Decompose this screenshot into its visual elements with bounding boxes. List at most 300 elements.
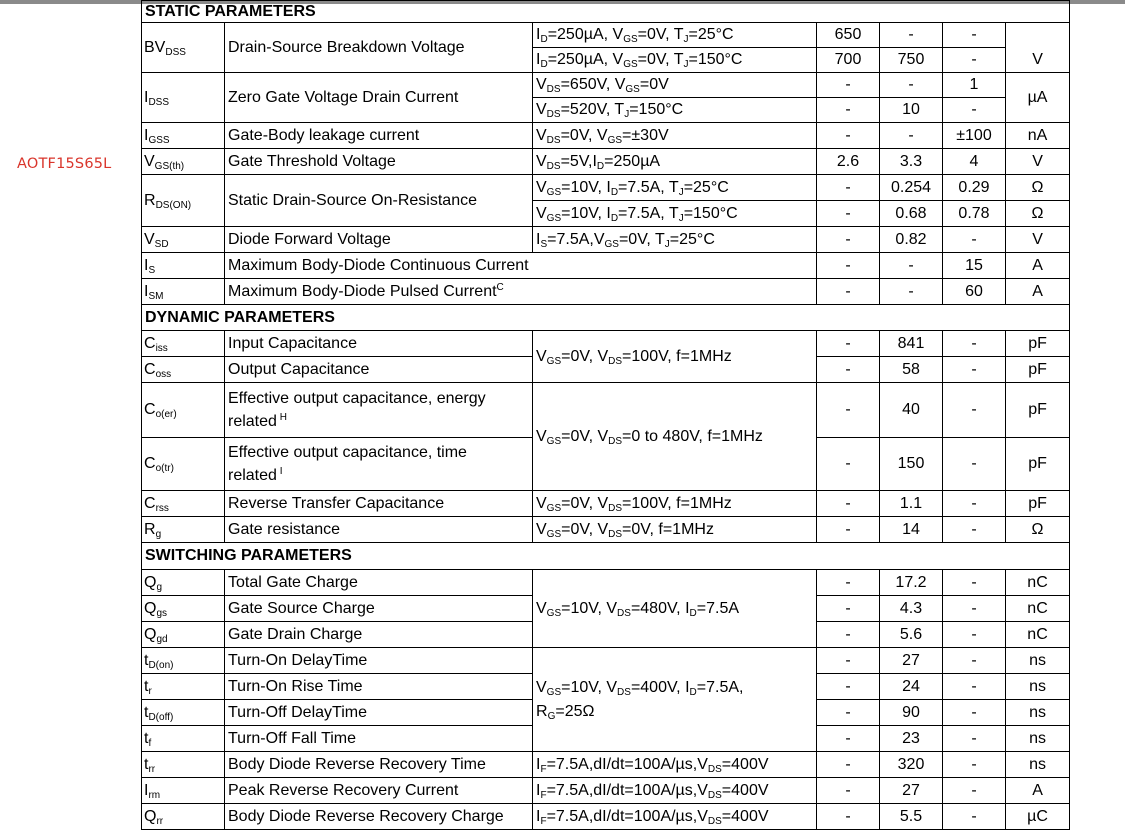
condition-text: =10V, V xyxy=(561,599,618,617)
parameter-cell xyxy=(225,357,533,383)
typ-value: 23 xyxy=(880,726,943,752)
parameter-name: Static Drain-Source On-Resistance xyxy=(228,191,477,209)
subscript: rm xyxy=(148,789,161,801)
condition-text: =0V xyxy=(639,76,669,94)
condition-text: =150°C xyxy=(629,101,684,119)
parameter-cell xyxy=(225,648,533,674)
unit-value: ns xyxy=(1006,726,1070,752)
min-value: - xyxy=(817,517,880,543)
max-value: 0.78 xyxy=(943,201,1006,227)
parameter-cell xyxy=(225,804,533,830)
min-value: - xyxy=(817,98,880,123)
subscript: gs xyxy=(156,607,168,619)
symbol: C xyxy=(144,334,156,352)
parameter-cell xyxy=(225,175,533,227)
subscript: J xyxy=(678,186,684,198)
min-value: - xyxy=(817,700,880,726)
unit-value: V xyxy=(1006,23,1070,73)
parameter-table xyxy=(141,0,1070,830)
condition-text: =7.5A,V xyxy=(547,230,605,248)
unit-value: pF xyxy=(1006,383,1070,438)
max-value: - xyxy=(943,383,1006,438)
symbol-cell xyxy=(142,175,225,227)
unit-value: Ω xyxy=(1006,175,1070,201)
typ-value: - xyxy=(880,73,943,98)
subscript: DS xyxy=(608,435,623,447)
parameter-cell xyxy=(225,726,533,752)
max-value: - xyxy=(943,570,1006,596)
unit-value: ns xyxy=(1006,752,1070,778)
subscript: GS xyxy=(546,355,562,367)
symbol: Q xyxy=(144,599,157,617)
unit-value: µC xyxy=(1006,804,1070,830)
max-value: - xyxy=(943,778,1006,804)
parameter-name: Gate-Body leakage current xyxy=(228,126,420,144)
parameter-name: Output Capacitance xyxy=(228,360,370,378)
table-row xyxy=(142,648,1070,674)
parameter-name: Body Diode Reverse Recovery Charge xyxy=(228,807,504,825)
symbol-cell xyxy=(142,279,225,305)
symbol-cell xyxy=(142,438,225,491)
symbol-cell xyxy=(142,700,225,726)
symbol-cell xyxy=(142,752,225,778)
condition-text: =±30V xyxy=(622,126,669,144)
parameter-cell xyxy=(225,491,533,517)
parameter-cell xyxy=(225,73,533,123)
symbol-cell xyxy=(142,674,225,700)
min-value: - xyxy=(817,438,880,491)
unit-value: V xyxy=(1006,227,1070,253)
condition-text: =10V, V xyxy=(561,678,618,696)
max-value: - xyxy=(943,98,1006,123)
subscript: GS xyxy=(604,238,619,250)
symbol-cell xyxy=(142,23,225,73)
subscript: o(er) xyxy=(155,409,177,421)
parameter-name: Effective output capacitance, energy xyxy=(228,389,486,407)
condition-text: V xyxy=(536,101,547,119)
typ-value: 10 xyxy=(880,98,943,123)
unit-value: pF xyxy=(1006,331,1070,357)
symbol: I xyxy=(144,88,149,106)
parameter-name: Turn-On DelayTime xyxy=(228,651,368,669)
unit-value: V xyxy=(1006,149,1070,175)
parameter-name: Maximum Body-Diode Continuous Current xyxy=(228,256,529,274)
section-header-row xyxy=(142,543,1070,570)
condition-text: V xyxy=(536,520,547,538)
condition-text: I xyxy=(536,807,541,825)
typ-value: - xyxy=(880,123,943,149)
symbol-cell xyxy=(142,331,225,357)
typ-value: 58 xyxy=(880,357,943,383)
condition-cell xyxy=(533,23,817,48)
condition-cell xyxy=(533,778,817,804)
subscript: gd xyxy=(156,633,168,645)
table-row xyxy=(142,175,1070,201)
condition-cell xyxy=(533,98,817,123)
min-value: - xyxy=(817,357,880,383)
min-value: - xyxy=(817,570,880,596)
symbol-cell xyxy=(142,726,225,752)
subscript: rr xyxy=(156,815,164,827)
condition-cell xyxy=(533,804,817,830)
condition-text: V xyxy=(536,76,547,94)
subscript: DS xyxy=(707,763,722,775)
min-value: - xyxy=(817,175,880,201)
unit-value: Ω xyxy=(1006,517,1070,543)
condition-text: I xyxy=(536,230,541,248)
unit-value: nC xyxy=(1006,570,1070,596)
part-number-label: AOTF15S65L xyxy=(17,156,112,172)
parameter-cell xyxy=(225,752,533,778)
symbol-cell xyxy=(142,778,225,804)
condition-text: V xyxy=(536,599,547,617)
symbol: V xyxy=(144,152,155,170)
min-value: - xyxy=(817,331,880,357)
subscript: GS xyxy=(546,435,562,447)
symbol: R xyxy=(144,191,156,209)
symbol: t xyxy=(144,729,149,747)
parameter-name: Total Gate Charge xyxy=(228,573,358,591)
max-value: 15 xyxy=(943,253,1006,279)
subscript: GS xyxy=(623,34,638,46)
symbol: R xyxy=(144,520,156,538)
subscript: DS xyxy=(617,607,631,619)
subscript: D(on) xyxy=(148,659,174,671)
max-value: - xyxy=(943,622,1006,648)
typ-value: 5.5 xyxy=(880,804,943,830)
table-row xyxy=(142,23,1070,48)
unit-value: A xyxy=(1006,778,1070,804)
symbol: V xyxy=(144,230,155,248)
typ-value: 24 xyxy=(880,674,943,700)
unit-value: nC xyxy=(1006,622,1070,648)
min-value: - xyxy=(817,726,880,752)
max-value: 4 xyxy=(943,149,1006,175)
subscript: DS xyxy=(546,160,561,172)
condition-text: V xyxy=(536,126,547,144)
min-value: - xyxy=(817,778,880,804)
subscript: J xyxy=(683,34,689,46)
subscript: iss xyxy=(155,342,168,354)
section-header-row xyxy=(142,1,1070,23)
table-row xyxy=(142,517,1070,543)
condition-text: =0V, f=1MHz xyxy=(622,520,714,538)
symbol: t xyxy=(144,703,149,721)
parameter-cell xyxy=(225,123,533,149)
parameter-cell xyxy=(225,438,533,491)
condition-text: =7.5A,dI/dt=100A/µs,V xyxy=(546,807,708,825)
typ-value: 150 xyxy=(880,438,943,491)
subscript: GS xyxy=(546,212,562,224)
symbol-cell xyxy=(142,383,225,438)
subscript: J xyxy=(624,109,630,121)
min-value: - xyxy=(817,227,880,253)
subscript: G xyxy=(547,710,556,722)
typ-value: 841 xyxy=(880,331,943,357)
subscript: DS xyxy=(617,686,631,698)
min-value: - xyxy=(817,752,880,778)
typ-value: 320 xyxy=(880,752,943,778)
subscript: GS xyxy=(607,134,623,146)
condition-text: =0V, V xyxy=(561,427,609,445)
symbol-cell xyxy=(142,227,225,253)
subscript: oss xyxy=(155,368,172,380)
unit-value: Ω xyxy=(1006,201,1070,227)
subscript: DS(ON) xyxy=(155,199,192,211)
condition-text: =5V,I xyxy=(560,152,597,170)
parameter-name: Body Diode Reverse Recovery Time xyxy=(228,755,486,773)
section-title: STATIC PARAMETERS xyxy=(142,1,1070,23)
table-row xyxy=(142,149,1070,175)
unit-value: pF xyxy=(1006,357,1070,383)
parameter-cell xyxy=(225,517,533,543)
subscript: D xyxy=(689,686,697,698)
subscript: GSS xyxy=(148,134,170,146)
condition-text: =25°C xyxy=(688,26,734,44)
max-value: - xyxy=(943,227,1006,253)
condition-text: =250µA, V xyxy=(547,26,624,44)
symbol: BV xyxy=(144,38,166,56)
parameter-cell xyxy=(225,383,533,438)
subscript: g xyxy=(155,528,162,540)
symbol-cell xyxy=(142,596,225,622)
condition-text: =650V, V xyxy=(560,76,626,94)
min-value: - xyxy=(817,596,880,622)
subscript: F xyxy=(540,789,547,801)
table-row xyxy=(142,331,1070,357)
typ-value: - xyxy=(880,23,943,48)
condition-cell xyxy=(533,491,817,517)
subscript: SD xyxy=(154,238,169,250)
symbol: I xyxy=(144,781,149,799)
subscript: rr xyxy=(148,763,156,775)
condition-text: =7.5A, T xyxy=(618,204,679,222)
parameter-name: Turn-Off Fall Time xyxy=(228,729,357,747)
unit-value: µA xyxy=(1006,73,1070,123)
parameter-name: Turn-Off DelayTime xyxy=(228,703,367,721)
max-value: - xyxy=(943,331,1006,357)
max-value: - xyxy=(943,23,1006,48)
subscript: D(off) xyxy=(148,711,174,723)
parameter-cell xyxy=(225,227,533,253)
condition-text: =7.5A xyxy=(696,599,740,617)
table-row xyxy=(142,752,1070,778)
symbol: t xyxy=(144,651,149,669)
max-value: - xyxy=(943,648,1006,674)
max-value: - xyxy=(943,726,1006,752)
condition-text: =520V, T xyxy=(560,101,625,119)
condition-text: =25°C xyxy=(683,178,729,196)
subscript: DS xyxy=(546,109,561,121)
subscript: D xyxy=(540,59,548,71)
condition-text: =7.5A, T xyxy=(618,178,679,196)
subscript: S xyxy=(540,238,548,250)
subscript: DS xyxy=(608,528,623,540)
max-value: - xyxy=(943,596,1006,622)
subscript: GS xyxy=(546,528,562,540)
section-title: DYNAMIC PARAMETERS xyxy=(142,305,1070,331)
condition-text: =250µA, V xyxy=(547,51,624,69)
max-value: - xyxy=(943,491,1006,517)
subscript: D xyxy=(610,186,619,198)
min-value: 700 xyxy=(817,48,880,73)
table-row xyxy=(142,570,1070,596)
symbol-cell xyxy=(142,804,225,830)
parameter-cell xyxy=(225,570,533,596)
condition-text: =0V, T xyxy=(618,230,665,248)
subscript: GS xyxy=(546,607,562,619)
max-value: 0.29 xyxy=(943,175,1006,201)
symbol: I xyxy=(144,282,149,300)
symbol: Q xyxy=(144,573,157,591)
min-value: - xyxy=(817,383,880,438)
condition-text: =10V, I xyxy=(561,178,611,196)
typ-value: 3.3 xyxy=(880,149,943,175)
typ-value: 5.6 xyxy=(880,622,943,648)
subscript: GS xyxy=(546,502,562,514)
parameter-name: Reverse Transfer Capacitance xyxy=(228,494,445,512)
condition-text: V xyxy=(536,427,547,445)
condition-text: =0V, T xyxy=(637,26,684,44)
parameter-name: Gate Threshold Voltage xyxy=(228,152,396,170)
subscript: J xyxy=(683,59,689,71)
condition-text: =10V, I xyxy=(561,204,611,222)
condition-text: I xyxy=(536,51,541,69)
subscript: DSS xyxy=(165,46,186,58)
subscript: DSS xyxy=(148,96,170,108)
subscript: DS xyxy=(608,502,623,514)
condition-text: R xyxy=(536,702,548,720)
condition-cell xyxy=(533,331,817,383)
subscript: F xyxy=(540,815,547,827)
unit-value: A xyxy=(1006,279,1070,305)
condition-text: =0V, V xyxy=(561,347,609,365)
unit-value: ns xyxy=(1006,648,1070,674)
parameter-cell xyxy=(225,331,533,357)
symbol-cell xyxy=(142,73,225,123)
unit-value: pF xyxy=(1006,491,1070,517)
parameter-name: related xyxy=(228,413,277,430)
parameter-name: Turn-On Rise Time xyxy=(228,677,363,695)
min-value: - xyxy=(817,491,880,517)
parameter-name: Gate Source Charge xyxy=(228,599,375,617)
max-value: - xyxy=(943,674,1006,700)
typ-value: 1.1 xyxy=(880,491,943,517)
condition-cell xyxy=(533,752,817,778)
symbol-cell xyxy=(142,570,225,596)
parameter-name: Diode Forward Voltage xyxy=(228,230,391,248)
parameter-name: Input Capacitance xyxy=(228,334,357,352)
condition-cell xyxy=(533,201,817,227)
subscript: GS xyxy=(546,186,562,198)
condition-cell xyxy=(533,648,817,752)
table-row xyxy=(142,253,1070,279)
subscript: r xyxy=(148,685,152,697)
parameter-name: Drain-Source Breakdown Voltage xyxy=(228,38,465,56)
condition-text: =400V, I xyxy=(630,678,690,696)
typ-value: 14 xyxy=(880,517,943,543)
parameter-name: Zero Gate Voltage Drain Current xyxy=(228,88,459,106)
min-value: - xyxy=(817,622,880,648)
subscript: D xyxy=(596,160,605,172)
condition-text: V xyxy=(536,347,547,365)
table-row xyxy=(142,227,1070,253)
symbol: C xyxy=(144,494,156,512)
condition-cell xyxy=(533,123,817,149)
typ-value: 27 xyxy=(880,778,943,804)
condition-cell xyxy=(533,73,817,98)
parameter-cell xyxy=(225,700,533,726)
parameter-cell xyxy=(225,253,817,279)
symbol: Q xyxy=(144,807,157,825)
parameter-cell xyxy=(225,23,533,73)
min-value: - xyxy=(817,253,880,279)
table-row xyxy=(142,804,1070,830)
table-row xyxy=(142,383,1070,438)
condition-text: =0V, V xyxy=(560,126,608,144)
symbol: C xyxy=(144,401,156,419)
subscript: g xyxy=(156,581,163,593)
unit-value: ns xyxy=(1006,700,1070,726)
max-value: - xyxy=(943,517,1006,543)
min-value: - xyxy=(817,279,880,305)
symbol-cell xyxy=(142,357,225,383)
symbol: C xyxy=(144,455,156,473)
condition-text: =25°C xyxy=(669,230,715,248)
symbol-cell xyxy=(142,648,225,674)
condition-text: =0V, T xyxy=(637,51,684,69)
typ-value: 27 xyxy=(880,648,943,674)
subscript: S xyxy=(148,264,156,276)
condition-text: =400V xyxy=(721,755,769,773)
min-value: - xyxy=(817,804,880,830)
symbol-cell xyxy=(142,253,225,279)
condition-text: =150°C xyxy=(688,51,743,69)
symbol-cell xyxy=(142,491,225,517)
parameter-cell xyxy=(225,596,533,622)
symbol-cell xyxy=(142,517,225,543)
condition-cell xyxy=(533,383,817,491)
max-value: 1 xyxy=(943,73,1006,98)
typ-value: 17.2 xyxy=(880,570,943,596)
parameter-name: Gate resistance xyxy=(228,520,341,538)
parameter-name: related xyxy=(228,467,277,484)
subscript: J xyxy=(678,212,684,224)
subscript: DS xyxy=(707,789,722,801)
subscript: f xyxy=(148,737,152,749)
subscript: DS xyxy=(608,355,623,367)
symbol: C xyxy=(144,360,156,378)
symbol: t xyxy=(144,755,149,773)
symbol: I xyxy=(144,256,149,274)
table-row xyxy=(142,73,1070,98)
max-value: 60 xyxy=(943,279,1006,305)
subscript: DS xyxy=(546,84,561,96)
symbol: t xyxy=(144,677,149,695)
symbol-cell xyxy=(142,149,225,175)
condition-text: =250µA xyxy=(604,152,661,170)
superscript: C xyxy=(496,281,504,293)
max-value: ±100 xyxy=(943,123,1006,149)
subscript: D xyxy=(689,607,697,619)
subscript: DS xyxy=(546,134,561,146)
parameter-cell xyxy=(225,778,533,804)
subscript: GS(th) xyxy=(154,160,185,172)
min-value: - xyxy=(817,674,880,700)
min-value: - xyxy=(817,123,880,149)
condition-text: =7.5A,dI/dt=100A/µs,V xyxy=(546,781,708,799)
table-row xyxy=(142,279,1070,305)
